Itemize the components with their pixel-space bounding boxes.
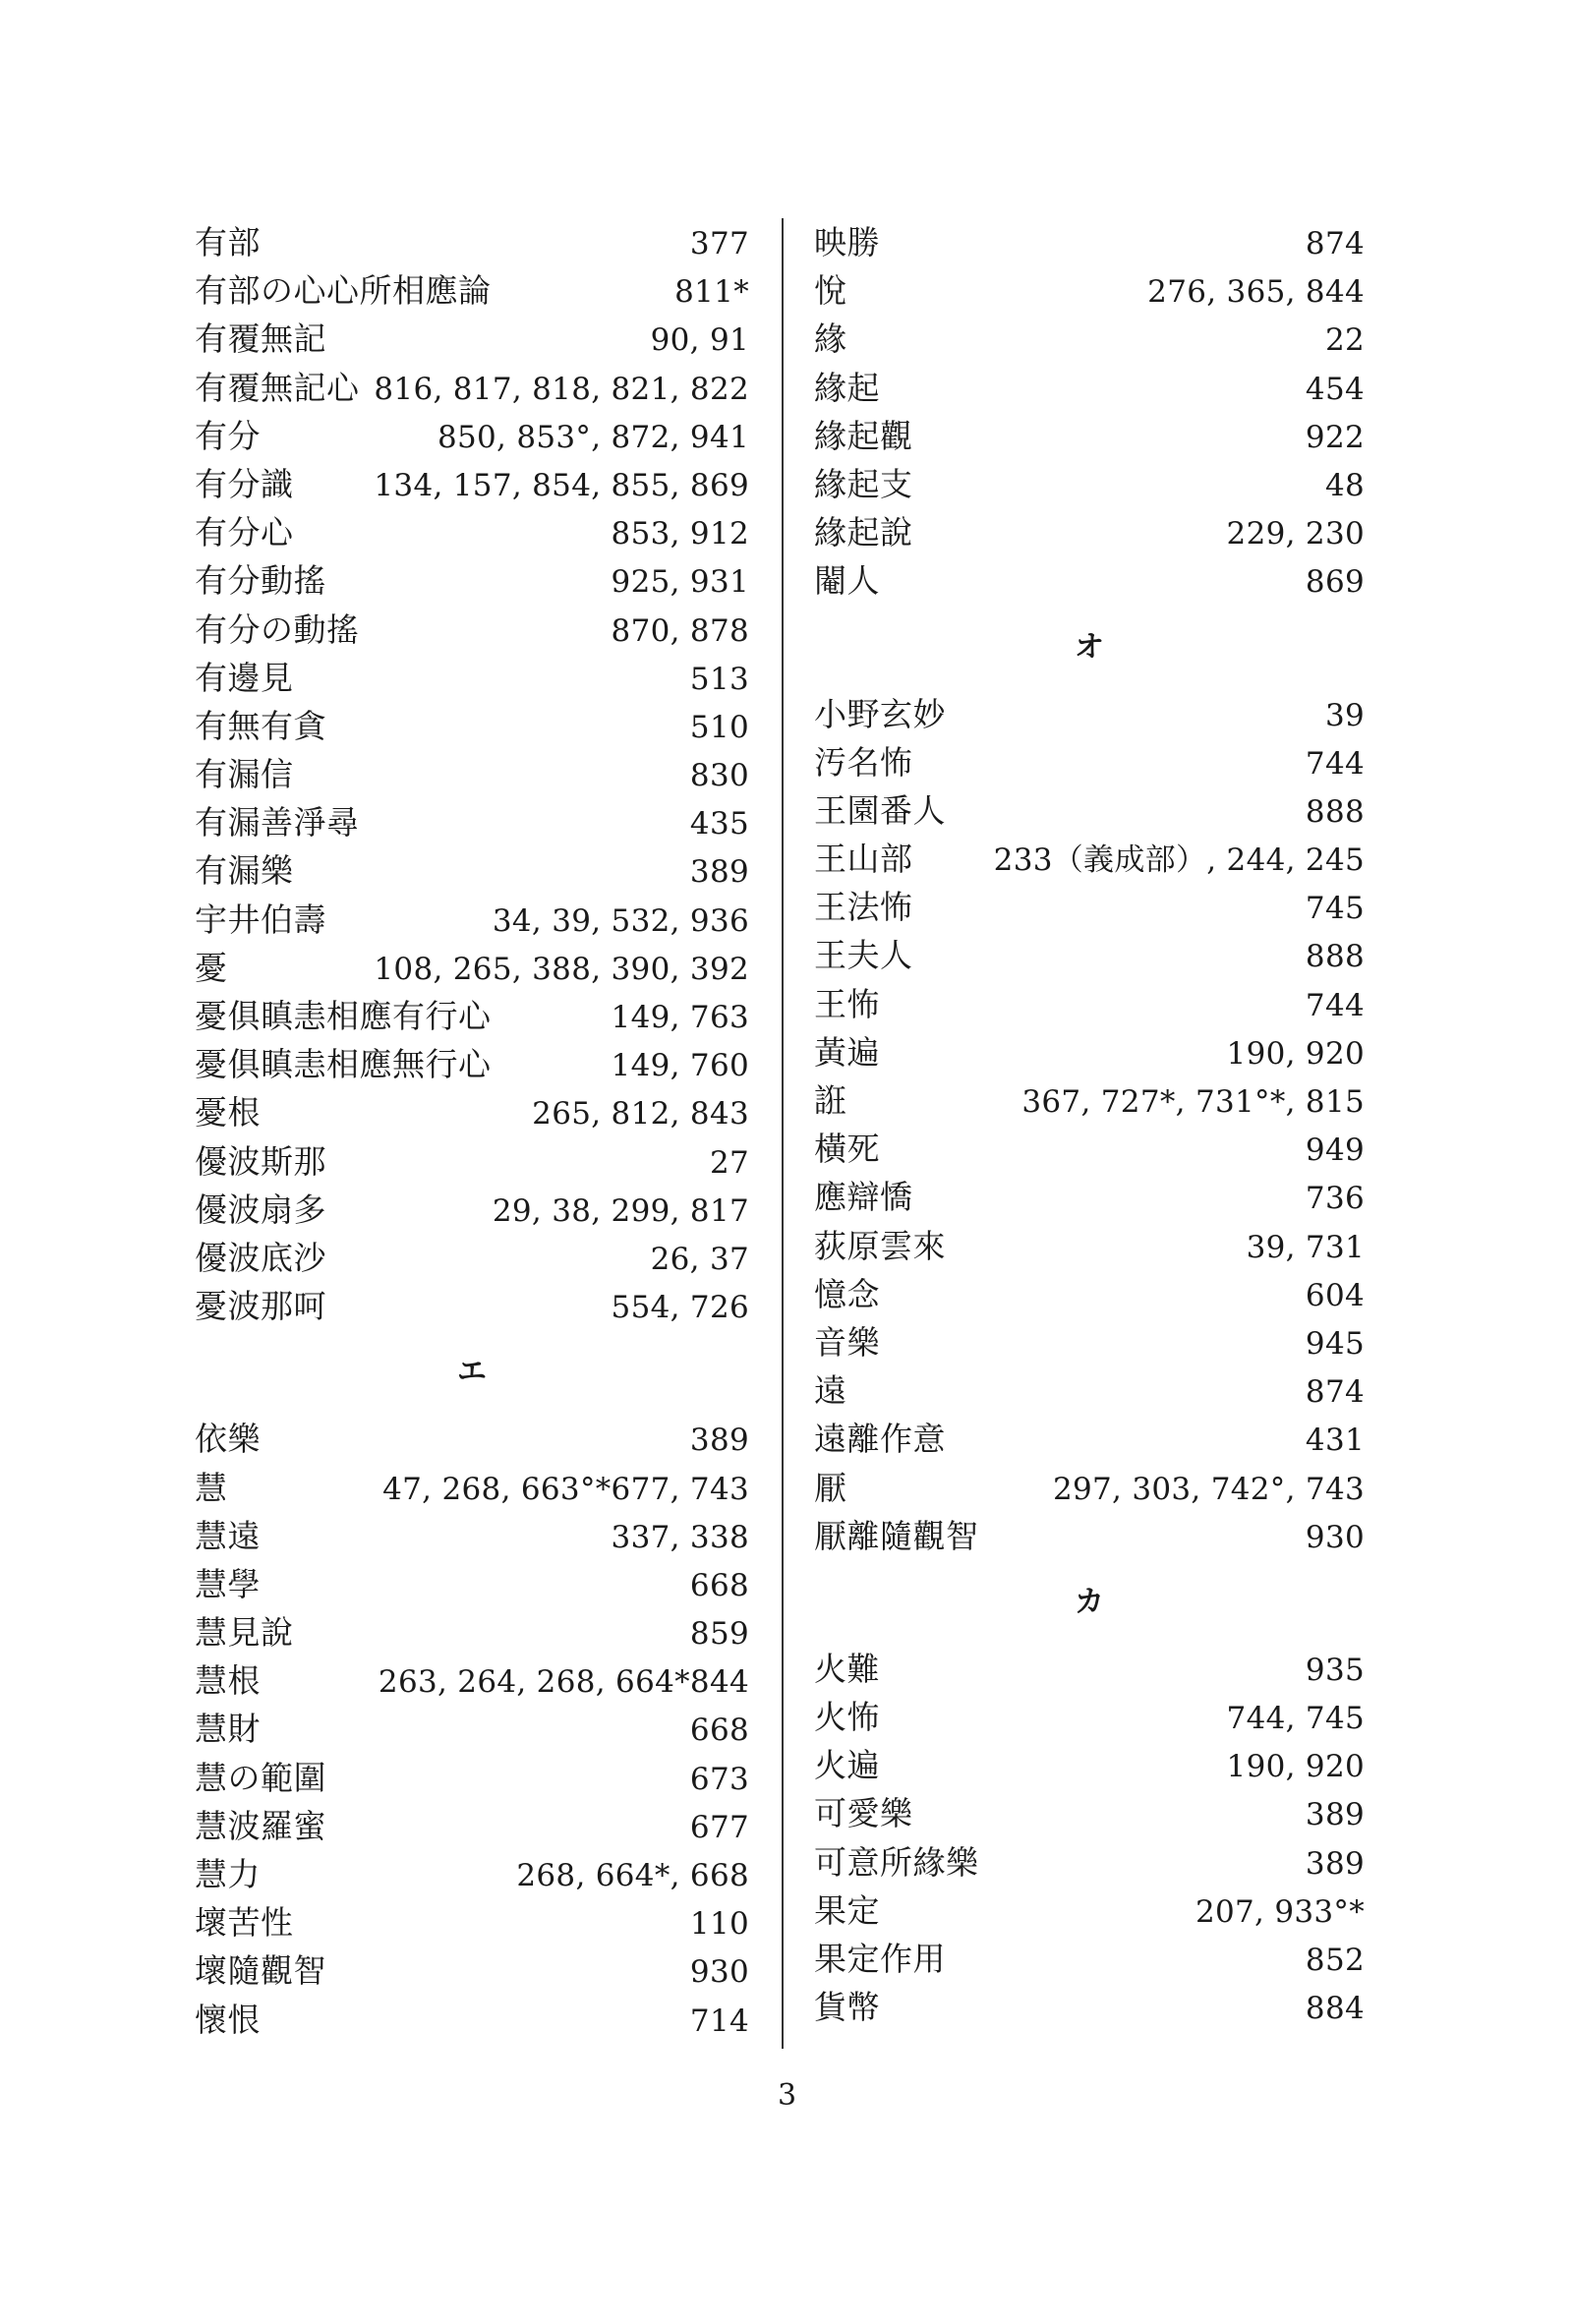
entry-page-refs: 884 (1305, 1991, 1365, 2027)
entry-page-refs: 874 (1305, 226, 1365, 261)
entry-page-refs: 744, 745 (1226, 1701, 1365, 1737)
index-entry (814, 980, 1365, 1028)
entry-term: 有無有貪 (195, 706, 326, 745)
entry-page-refs: 389 (1305, 1845, 1365, 1882)
entry-page-refs: 859 (689, 1616, 749, 1653)
index-column-right (814, 218, 1365, 2031)
entry-term: 憂俱瞋恚相應有行心 (195, 997, 492, 1035)
entry-term: 王夫人 (814, 936, 913, 975)
entry-page-refs: 110 (689, 1906, 749, 1943)
index-entry (195, 1088, 749, 1136)
entry-list (195, 218, 749, 1330)
index-entry (814, 1415, 1365, 1463)
entry-term: 有覆無記 (195, 320, 326, 359)
entry-term: 王怖 (814, 984, 880, 1023)
index-entry (814, 786, 1365, 835)
index-entry (814, 508, 1365, 556)
index-entry (814, 738, 1365, 786)
entry-term: 音樂 (814, 1322, 880, 1362)
index-entry (195, 1512, 749, 1560)
entry-term: 優波底沙 (195, 1238, 326, 1277)
entry-term: 緣 (814, 320, 847, 359)
entry-page-refs: 229, 230 (1226, 516, 1365, 552)
entry-page-refs: 714 (689, 2003, 749, 2039)
index-entry (195, 1040, 749, 1088)
entry-page-refs: 39, 731 (1246, 1229, 1365, 1265)
index-entry (814, 364, 1365, 412)
entry-term: 憶念 (814, 1274, 880, 1313)
entry-page-refs: 39 (1324, 697, 1365, 733)
index-entry (195, 1754, 749, 1802)
index-entry (814, 1983, 1365, 2031)
entry-list (814, 218, 1365, 606)
entry-term: 壞隨觀智 (195, 1951, 326, 1991)
index-entry (814, 412, 1365, 460)
index-entry (195, 1560, 749, 1608)
entry-page-refs: 90, 91 (650, 322, 749, 359)
index-entry (195, 1186, 749, 1234)
index-entry (195, 1464, 749, 1512)
entry-term: 應辯憍 (814, 1178, 913, 1217)
entry-page-refs: 134, 157, 854, 855, 869 (374, 467, 749, 503)
entry-term: 有漏善淨尋 (195, 803, 360, 842)
index-entry (195, 315, 749, 363)
entry-page-refs: 554, 726 (611, 1290, 749, 1326)
entry-term: 誑 (814, 1081, 847, 1120)
entry-term: 憂俱瞋恚相應無行心 (195, 1045, 492, 1084)
entry-term: 有分の動搖 (195, 610, 360, 649)
index-entry (814, 1270, 1365, 1318)
index-entry (814, 835, 1365, 883)
entry-term: 厭 (814, 1468, 847, 1507)
entry-page-refs: 233（義成部）, 244, 245 (993, 842, 1365, 879)
entry-page-refs: 337, 338 (611, 1519, 749, 1555)
entry-page-refs: 389 (1305, 1797, 1365, 1833)
index-entry (195, 1608, 749, 1656)
entry-page-refs: 736 (1305, 1181, 1365, 1217)
entry-page-refs: 930 (1305, 1519, 1365, 1555)
index-entry (195, 846, 749, 895)
index-entry (814, 1645, 1365, 1693)
entry-page-refs: 830 (689, 758, 749, 794)
entry-term: 依樂 (195, 1420, 261, 1459)
index-entry (814, 1741, 1365, 1789)
index-entry (195, 1898, 749, 1946)
entry-term: 王法怖 (814, 888, 913, 927)
index-entry (195, 412, 749, 460)
entry-page-refs: 108, 265, 388, 390, 392 (374, 951, 749, 987)
entry-page-refs: 510 (689, 709, 749, 745)
entry-page-refs: 922 (1305, 419, 1365, 455)
index-entry (814, 1512, 1365, 1560)
entry-term: 憂波那呵 (195, 1287, 326, 1326)
index-entry (195, 1802, 749, 1850)
entry-term: 憂 (195, 948, 228, 987)
entry-term: 緣起觀 (814, 416, 913, 455)
entry-term: 火遍 (814, 1746, 880, 1785)
entry-term: 火難 (814, 1649, 880, 1688)
entry-page-refs: 870, 878 (611, 612, 749, 649)
entry-term: 橫死 (814, 1130, 880, 1169)
entry-term: 荻原雲來 (814, 1226, 946, 1265)
entry-page-refs: 190, 920 (1226, 1749, 1365, 1785)
entry-page-refs: 29, 38, 299, 817 (492, 1192, 749, 1229)
entry-page-refs: 668 (689, 1713, 749, 1749)
entry-term: 憂根 (195, 1093, 261, 1133)
entry-page-refs: 853, 912 (611, 516, 749, 552)
entry-term: 優波扇多 (195, 1190, 326, 1229)
entry-page-refs: 668 (689, 1567, 749, 1603)
entry-term: 王山部 (814, 840, 913, 879)
index-entry (814, 1887, 1365, 1935)
entry-page-refs: 389 (689, 854, 749, 891)
index-entry (195, 1282, 749, 1330)
index-entry (814, 1838, 1365, 1887)
entry-page-refs: 677 (689, 1809, 749, 1845)
entry-page-refs: 604 (1305, 1277, 1365, 1313)
entry-term: 小野玄妙 (814, 694, 946, 733)
index-entry (195, 992, 749, 1040)
entry-page-refs: 149, 763 (611, 1000, 749, 1035)
section-heading-ka: カ (1075, 1584, 1104, 1619)
entry-page-refs: 874 (1305, 1374, 1365, 1411)
entry-page-refs: 454 (1305, 371, 1365, 407)
entry-page-refs: 377 (689, 226, 749, 261)
entry-term: 慧 (195, 1468, 228, 1507)
index-entry (195, 1946, 749, 1995)
entry-page-refs: 48 (1324, 467, 1365, 503)
index-entry (814, 556, 1365, 605)
entry-page-refs: 888 (1305, 793, 1365, 830)
index-entry (195, 654, 749, 702)
index-entry (814, 1366, 1365, 1415)
entry-page-refs: 263, 264, 268, 664*844 (378, 1664, 749, 1701)
entry-term: 可愛樂 (814, 1794, 913, 1833)
index-entry (814, 1464, 1365, 1512)
entry-page-refs: 869 (1305, 564, 1365, 601)
entry-page-refs: 513 (689, 661, 749, 697)
index-entry (814, 1222, 1365, 1270)
entry-term: 有邊見 (195, 658, 294, 697)
index-entry (814, 931, 1365, 979)
entry-term: 緣起支 (814, 464, 913, 503)
index-entry (814, 460, 1365, 508)
index-entry (814, 1318, 1365, 1366)
entry-page-refs: 276, 365, 844 (1147, 274, 1365, 311)
entry-page-refs: 935 (1305, 1652, 1365, 1688)
entry-term: 有漏信 (195, 755, 294, 794)
index-entry (195, 702, 749, 750)
entry-page-refs: 850, 853°, 872, 941 (437, 419, 749, 455)
page-number: 3 (777, 2078, 797, 2113)
index-entry (195, 896, 749, 944)
index-entry (195, 1705, 749, 1753)
entry-term: 有分動搖 (195, 561, 326, 601)
index-entry (195, 556, 749, 605)
index-entry (814, 1935, 1365, 1983)
entry-page-refs: 431 (1305, 1423, 1365, 1459)
entry-page-refs: 673 (689, 1761, 749, 1797)
entry-page-refs: 27 (709, 1144, 749, 1181)
entry-page-refs: 949 (1305, 1133, 1365, 1169)
entry-term: 映勝 (814, 223, 880, 261)
entry-term: 優波斯那 (195, 1141, 326, 1181)
entry-term: 閹人 (814, 561, 880, 601)
entry-page-refs: 367, 727*, 731°*, 815 (1021, 1084, 1365, 1120)
entry-page-refs: 26, 37 (650, 1241, 749, 1277)
entry-term: 厭離隨觀智 (814, 1516, 979, 1555)
entry-term: 王園番人 (814, 790, 946, 830)
index-entry (195, 1415, 749, 1463)
entry-term: 有分心 (195, 513, 294, 552)
entry-page-refs: 744 (1305, 745, 1365, 782)
entry-term: 緣起說 (814, 513, 913, 552)
entry-list (195, 1415, 749, 2043)
index-entry (814, 1789, 1365, 1837)
entry-page-refs: 265, 812, 843 (532, 1096, 749, 1133)
entry-term: 有分識 (195, 464, 294, 503)
entry-term: 慧波羅蜜 (195, 1806, 326, 1845)
entry-page-refs: 930 (689, 1954, 749, 1991)
index-entry (814, 883, 1365, 931)
index-entry (195, 266, 749, 315)
index-entry (195, 798, 749, 846)
index-entry (814, 315, 1365, 363)
entry-term: 火怖 (814, 1698, 880, 1737)
entry-page-refs: 47, 268, 663°*677, 743 (382, 1471, 749, 1507)
entry-term: 慧財 (195, 1710, 261, 1749)
entry-page-refs: 435 (689, 806, 749, 842)
column-divider (782, 218, 784, 2049)
index-entry (195, 1996, 749, 2044)
entry-term: 慧遠 (195, 1516, 261, 1555)
index-entry (814, 1693, 1365, 1741)
entry-page-refs: 852 (1305, 1943, 1365, 1978)
entry-term: 汚名怖 (814, 742, 913, 782)
entry-term: 慧根 (195, 1661, 261, 1701)
entry-term: 緣起 (814, 368, 880, 407)
entry-page-refs: 925, 931 (611, 564, 749, 601)
entry-term: 懷恨 (195, 2000, 261, 2039)
entry-page-refs: 207, 933°* (1195, 1893, 1365, 1930)
index-entry (195, 606, 749, 654)
entry-term: 遠離作意 (814, 1420, 946, 1459)
entry-page-refs: 945 (1305, 1325, 1365, 1362)
entry-term: 慧學 (195, 1564, 261, 1603)
entry-page-refs: 888 (1305, 939, 1365, 975)
entry-term: 有部の心心所相應論 (195, 271, 492, 311)
entry-list (814, 1645, 1365, 2032)
section-heading-o: オ (1075, 629, 1104, 665)
entry-term: 有部 (195, 223, 261, 261)
entry-term: 黃遍 (814, 1032, 880, 1072)
index-entry (195, 1656, 749, 1705)
entry-page-refs: 149, 760 (611, 1048, 749, 1084)
index-column-left (195, 218, 749, 2044)
entry-list (814, 690, 1365, 1560)
index-entry (195, 218, 749, 266)
entry-page-refs: 297, 303, 742°, 743 (1052, 1471, 1365, 1507)
entry-page-refs: 34, 39, 532, 936 (492, 902, 749, 939)
index-entry (195, 944, 749, 992)
index-entry (195, 364, 749, 412)
entry-term: 宇井伯壽 (195, 900, 326, 939)
index-entry (814, 218, 1365, 266)
entry-term: 慧の範圍 (195, 1758, 326, 1797)
entry-term: 有分 (195, 416, 261, 455)
entry-term: 遠 (814, 1371, 847, 1411)
entry-term: 果定 (814, 1890, 880, 1930)
entry-term: 悅 (814, 271, 847, 311)
index-entry (195, 1850, 749, 1898)
entry-page-refs: 816, 817, 818, 821, 822 (374, 371, 749, 407)
entry-term: 有漏樂 (195, 851, 294, 891)
entry-term: 慧力 (195, 1855, 261, 1893)
index-entry (195, 1234, 749, 1282)
index-entry (814, 690, 1365, 738)
section-heading-e: エ (457, 1355, 487, 1390)
entry-page-refs: 389 (689, 1423, 749, 1459)
entry-term: 貨幣 (814, 1988, 880, 2027)
entry-page-refs: 811* (674, 274, 749, 311)
entry-page-refs: 22 (1324, 322, 1365, 359)
index-entry (195, 1137, 749, 1186)
entry-term: 壞苦性 (195, 1903, 294, 1943)
entry-term: 果定作用 (814, 1940, 946, 1978)
index-entry (195, 460, 749, 508)
entry-page-refs: 744 (1305, 987, 1365, 1023)
entry-term: 慧見說 (195, 1613, 294, 1653)
entry-page-refs: 268, 664*, 668 (516, 1858, 749, 1893)
entry-page-refs: 745 (1305, 891, 1365, 927)
index-entry (814, 1076, 1365, 1125)
index-entry (814, 266, 1365, 315)
entry-term: 可意所緣樂 (814, 1842, 979, 1882)
index-entry (814, 1173, 1365, 1221)
index-entry (814, 1125, 1365, 1173)
index-entry (195, 508, 749, 556)
entry-page-refs: 190, 920 (1226, 1035, 1365, 1072)
index-entry (195, 750, 749, 798)
index-entry (814, 1028, 1365, 1076)
entry-term: 有覆無記心 (195, 368, 360, 407)
